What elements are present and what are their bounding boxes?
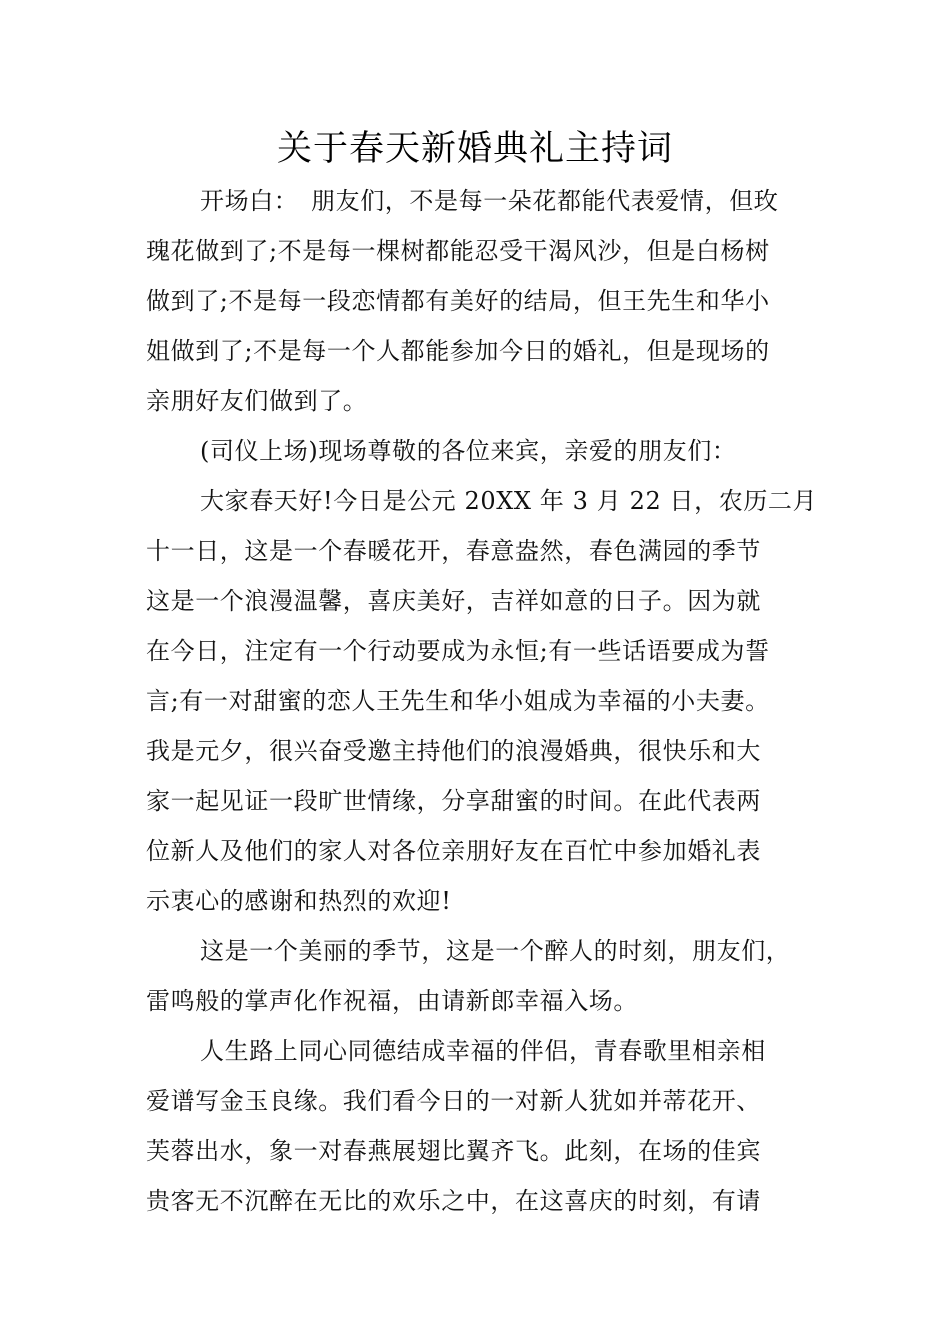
text-line: 大家春天好!今日是公元 20XX 年 3 月 22 日，农历二月 <box>200 487 818 515</box>
text-line: 我是元夕，很兴奋受邀主持他们的浪漫婚典，很快乐和大 <box>146 737 761 765</box>
text-line: 这是一个美丽的季节，这是一个醉人的时刻，朋友们， <box>200 937 791 965</box>
text-line: 瑰花做到了;不是每一棵树都能忍受干渴风沙，但是白杨树 <box>146 237 770 265</box>
text-line: 做到了;不是每一段恋情都有美好的结局，但王先生和华小 <box>146 287 770 315</box>
text-line: 这是一个浪漫温馨，喜庆美好，吉祥如意的日子。因为就 <box>146 587 761 615</box>
text-line: 芙蓉出水，象一对春燕展翅比翼齐飞。此刻，在场的佳宾 <box>146 1137 761 1165</box>
text-line: 雷鸣般的掌声化作祝福，由请新郎幸福入场。 <box>146 987 638 1015</box>
document-body <box>146 176 826 1226</box>
text-line: 姐做到了;不是每一个人都能参加今日的婚礼，但是现场的 <box>146 337 770 365</box>
text-line: 贵客无不沉醉在无比的欢乐之中，在这喜庆的时刻，有请 <box>146 1187 761 1215</box>
text-line: (司仪上场)现场尊敬的各位来宾，亲爱的朋友们： <box>200 437 737 465</box>
document-title: 关于春天新婚典礼主持词 <box>276 129 673 169</box>
text-line: 家一起见证一段旷世情缘，分享甜蜜的时间。在此代表两 <box>146 787 761 815</box>
text-line: 示衷心的感谢和热烈的欢迎! <box>146 887 452 915</box>
text-line: 人生路上同心同德结成幸福的伴侣，青春歌里相亲相 <box>200 1037 766 1065</box>
text-line: 开场白： 朋友们，不是每一朵花都能代表爱情，但玫 <box>200 187 779 215</box>
text-line: 言;有一对甜蜜的恋人王先生和华小姐成为幸福的小夫妻。 <box>146 687 770 715</box>
text-line: 亲朋好友们做到了。 <box>146 387 368 415</box>
text-line: 爱谱写金玉良缘。我们看今日的一对新人犹如并蒂花开、 <box>146 1087 761 1115</box>
text-line: 十一日，这是一个春暖花开，春意盎然，春色满园的季节 <box>146 537 761 565</box>
text-line: 位新人及他们的家人对各位亲朋好友在百忙中参加婚礼表 <box>146 837 761 865</box>
text-line: 在今日，注定有一个行动要成为永恒;有一些话语要成为誓 <box>146 637 770 665</box>
